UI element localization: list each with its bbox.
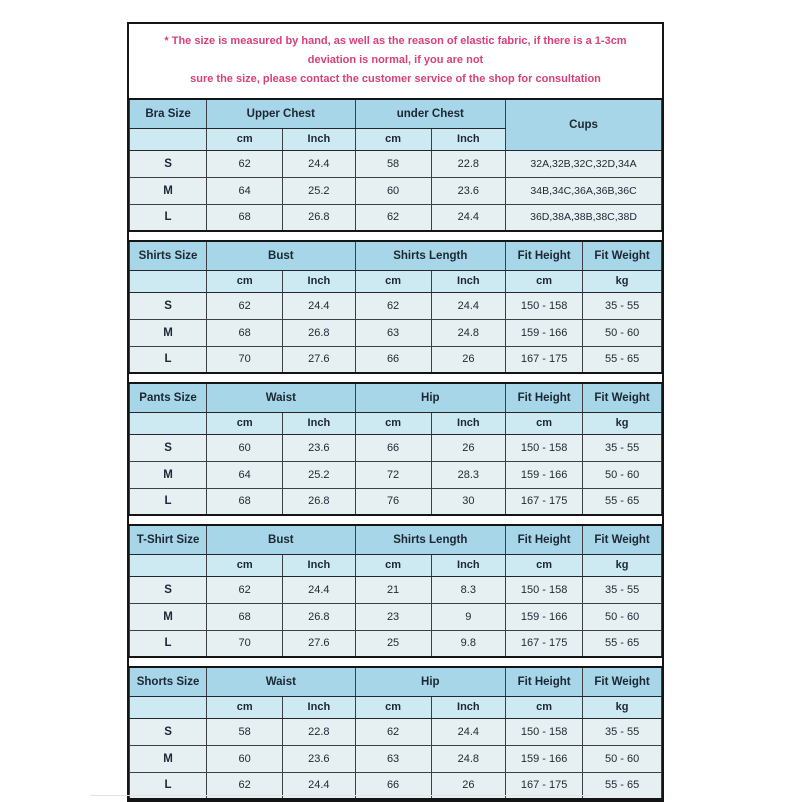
value-cell: 62 xyxy=(207,576,283,603)
unit-cell: cm xyxy=(506,696,583,718)
unit-cell: cm xyxy=(355,696,431,718)
value-cell: 50 - 60 xyxy=(583,461,662,488)
value-cell: 159 - 166 xyxy=(506,319,583,346)
fit-weight-header: Fit Weight xyxy=(583,383,662,412)
value-cell: 35 - 55 xyxy=(583,718,662,745)
tshirt-length-header: Shirts Length xyxy=(355,525,506,554)
unit-cell: Inch xyxy=(431,554,505,576)
value-cell: 64 xyxy=(207,177,283,204)
value-cell: 24.8 xyxy=(431,745,505,772)
value-cell: 35 - 55 xyxy=(583,576,662,603)
size-cell: L xyxy=(130,346,207,373)
tshirt-size-table xyxy=(129,524,662,658)
photo-shadow-artifact xyxy=(90,795,590,796)
bra-under-chest-header: under Chest xyxy=(355,99,506,128)
size-cell: S xyxy=(130,576,207,603)
size-cell: S xyxy=(130,434,207,461)
value-cell: 68 xyxy=(207,319,283,346)
value-cell: 150 - 158 xyxy=(506,292,583,319)
table-row xyxy=(130,434,662,461)
size-cell: M xyxy=(130,319,207,346)
pants-waist-header: Waist xyxy=(207,383,355,412)
value-cell: 24.4 xyxy=(431,204,505,231)
value-cell: 60 xyxy=(355,177,431,204)
value-cell: 21 xyxy=(355,576,431,603)
value-cell: 28.3 xyxy=(431,461,505,488)
empty-unit-cell xyxy=(130,412,207,434)
value-cell: 62 xyxy=(207,292,283,319)
value-cell: 66 xyxy=(355,346,431,373)
section-gap xyxy=(129,516,662,524)
cups-cell: 34B,34C,36A,36B,36C xyxy=(506,177,662,204)
cups-cell: 36D,38A,38B,38C,38D xyxy=(506,204,662,231)
bra-size-table xyxy=(129,98,662,232)
value-cell: 50 - 60 xyxy=(583,745,662,772)
value-cell: 63 xyxy=(355,745,431,772)
value-cell: 159 - 166 xyxy=(506,461,583,488)
unit-cell: Inch xyxy=(283,128,355,150)
size-cell: S xyxy=(130,292,207,319)
value-cell: 25 xyxy=(355,630,431,657)
bra-upper-chest-header: Upper Chest xyxy=(207,99,355,128)
unit-cell: Inch xyxy=(431,696,505,718)
shirts-size-table xyxy=(129,240,662,374)
table-row xyxy=(130,150,662,177)
value-cell: 27.6 xyxy=(283,346,355,373)
size-cell: L xyxy=(130,772,207,799)
value-cell: 8.3 xyxy=(431,576,505,603)
value-cell: 24.4 xyxy=(431,292,505,319)
value-cell: 9 xyxy=(431,603,505,630)
value-cell: 26.8 xyxy=(283,319,355,346)
value-cell: 26.8 xyxy=(283,488,355,515)
fit-weight-header: Fit Weight xyxy=(583,667,662,696)
shorts-hip-header: Hip xyxy=(355,667,506,696)
unit-cell: cm xyxy=(506,554,583,576)
pants-size-table xyxy=(129,382,662,516)
value-cell: 26.8 xyxy=(283,204,355,231)
disclaimer-line-2: sure the size, please contact the customer service of the shop for consultation xyxy=(190,73,601,85)
value-cell: 62 xyxy=(207,150,283,177)
table-row xyxy=(130,488,662,515)
value-cell: 24.4 xyxy=(283,292,355,319)
size-cell: M xyxy=(130,603,207,630)
value-cell: 68 xyxy=(207,204,283,231)
fit-height-header: Fit Height xyxy=(506,667,583,696)
value-cell: 76 xyxy=(355,488,431,515)
size-cell: L xyxy=(130,204,207,231)
value-cell: 50 - 60 xyxy=(583,603,662,630)
empty-unit-cell xyxy=(130,554,207,576)
unit-cell: Inch xyxy=(283,270,355,292)
empty-unit-cell xyxy=(130,696,207,718)
value-cell: 26.8 xyxy=(283,603,355,630)
value-cell: 35 - 55 xyxy=(583,434,662,461)
tshirt-bust-header: Bust xyxy=(207,525,355,554)
value-cell: 24.4 xyxy=(283,576,355,603)
section-gap xyxy=(129,658,662,666)
unit-cell: kg xyxy=(583,412,662,434)
value-cell: 23.6 xyxy=(283,434,355,461)
value-cell: 167 - 175 xyxy=(506,346,583,373)
unit-cell: cm xyxy=(207,128,283,150)
unit-cell: cm xyxy=(207,696,283,718)
disclaimer-line-1: * The size is measured by hand, as well as the reason of elastic fabric, if there is a 1-3cm deviation is normal, if you are not xyxy=(164,35,627,66)
value-cell: 35 - 55 xyxy=(583,292,662,319)
table-row xyxy=(130,718,662,745)
value-cell: 62 xyxy=(355,292,431,319)
unit-cell: Inch xyxy=(283,412,355,434)
value-cell: 55 - 65 xyxy=(583,488,662,515)
value-cell: 167 - 175 xyxy=(506,488,583,515)
pants-hip-header: Hip xyxy=(355,383,506,412)
size-cell: L xyxy=(130,630,207,657)
size-cell: M xyxy=(130,461,207,488)
shirts-bust-header: Bust xyxy=(207,241,355,270)
value-cell: 26 xyxy=(431,346,505,373)
shirts-size-label: Shirts Size xyxy=(130,241,207,270)
value-cell: 23.6 xyxy=(431,177,505,204)
value-cell: 64 xyxy=(207,461,283,488)
value-cell: 26 xyxy=(431,434,505,461)
section-gap xyxy=(129,232,662,240)
value-cell: 66 xyxy=(355,772,431,799)
size-cell: S xyxy=(130,718,207,745)
unit-cell: cm xyxy=(506,270,583,292)
fit-height-header: Fit Height xyxy=(506,241,583,270)
value-cell: 60 xyxy=(207,745,283,772)
shorts-waist-header: Waist xyxy=(207,667,355,696)
value-cell: 23.6 xyxy=(283,745,355,772)
value-cell: 55 - 65 xyxy=(583,772,662,799)
unit-cell: kg xyxy=(583,270,662,292)
fit-weight-header: Fit Weight xyxy=(583,525,662,554)
value-cell: 30 xyxy=(431,488,505,515)
unit-cell: Inch xyxy=(431,412,505,434)
empty-unit-cell xyxy=(130,128,207,150)
table-row xyxy=(130,603,662,630)
value-cell: 50 - 60 xyxy=(583,319,662,346)
size-cell: S xyxy=(130,150,207,177)
value-cell: 24.4 xyxy=(431,718,505,745)
unit-cell: Inch xyxy=(283,696,355,718)
value-cell: 150 - 158 xyxy=(506,576,583,603)
value-cell: 26 xyxy=(431,772,505,799)
value-cell: 60 xyxy=(207,434,283,461)
value-cell: 72 xyxy=(355,461,431,488)
size-chart-sheet xyxy=(127,22,664,802)
table-row xyxy=(130,346,662,373)
section-gap xyxy=(129,374,662,382)
shirts-length-header: Shirts Length xyxy=(355,241,506,270)
value-cell: 55 - 65 xyxy=(583,346,662,373)
value-cell: 22.8 xyxy=(283,718,355,745)
value-cell: 55 - 65 xyxy=(583,630,662,657)
value-cell: 25.2 xyxy=(283,461,355,488)
shorts-size-table xyxy=(129,666,662,800)
bra-size-label: Bra Size xyxy=(130,99,207,128)
value-cell: 27.6 xyxy=(283,630,355,657)
value-cell: 159 - 166 xyxy=(506,745,583,772)
table-row xyxy=(130,576,662,603)
value-cell: 24.8 xyxy=(431,319,505,346)
unit-cell: cm xyxy=(355,412,431,434)
shorts-size-label: Shorts Size xyxy=(130,667,207,696)
value-cell: 62 xyxy=(355,718,431,745)
value-cell: 68 xyxy=(207,603,283,630)
unit-cell: kg xyxy=(583,696,662,718)
value-cell: 9.8 xyxy=(431,630,505,657)
unit-cell: cm xyxy=(207,412,283,434)
table-row xyxy=(130,745,662,772)
unit-cell: Inch xyxy=(431,128,505,150)
pants-size-label: Pants Size xyxy=(130,383,207,412)
unit-cell: cm xyxy=(207,270,283,292)
measurement-disclaimer xyxy=(129,24,662,98)
unit-cell: cm xyxy=(506,412,583,434)
cups-cell: 32A,32B,32C,32D,34A xyxy=(506,150,662,177)
size-cell: L xyxy=(130,488,207,515)
value-cell: 167 - 175 xyxy=(506,630,583,657)
unit-cell: cm xyxy=(355,554,431,576)
value-cell: 68 xyxy=(207,488,283,515)
unit-cell: cm xyxy=(207,554,283,576)
table-row xyxy=(130,630,662,657)
unit-cell: cm xyxy=(355,128,431,150)
unit-cell: cm xyxy=(355,270,431,292)
value-cell: 70 xyxy=(207,346,283,373)
value-cell: 159 - 166 xyxy=(506,603,583,630)
tshirt-size-label: T-Shirt Size xyxy=(130,525,207,554)
table-row xyxy=(130,292,662,319)
value-cell: 62 xyxy=(207,772,283,799)
fit-height-header: Fit Height xyxy=(506,383,583,412)
value-cell: 63 xyxy=(355,319,431,346)
empty-unit-cell xyxy=(130,270,207,292)
unit-cell: Inch xyxy=(431,270,505,292)
size-cell: M xyxy=(130,177,207,204)
value-cell: 167 - 175 xyxy=(506,772,583,799)
value-cell: 58 xyxy=(355,150,431,177)
fit-height-header: Fit Height xyxy=(506,525,583,554)
size-cell: M xyxy=(130,745,207,772)
value-cell: 58 xyxy=(207,718,283,745)
value-cell: 24.4 xyxy=(283,772,355,799)
value-cell: 22.8 xyxy=(431,150,505,177)
value-cell: 24.4 xyxy=(283,150,355,177)
value-cell: 150 - 158 xyxy=(506,718,583,745)
table-row xyxy=(130,461,662,488)
value-cell: 66 xyxy=(355,434,431,461)
value-cell: 23 xyxy=(355,603,431,630)
value-cell: 25.2 xyxy=(283,177,355,204)
value-cell: 70 xyxy=(207,630,283,657)
unit-cell: Inch xyxy=(283,554,355,576)
unit-cell: kg xyxy=(583,554,662,576)
value-cell: 62 xyxy=(355,204,431,231)
table-row xyxy=(130,177,662,204)
table-row xyxy=(130,319,662,346)
value-cell: 150 - 158 xyxy=(506,434,583,461)
fit-weight-header: Fit Weight xyxy=(583,241,662,270)
bra-cups-header: Cups xyxy=(506,99,662,150)
table-row xyxy=(130,204,662,231)
